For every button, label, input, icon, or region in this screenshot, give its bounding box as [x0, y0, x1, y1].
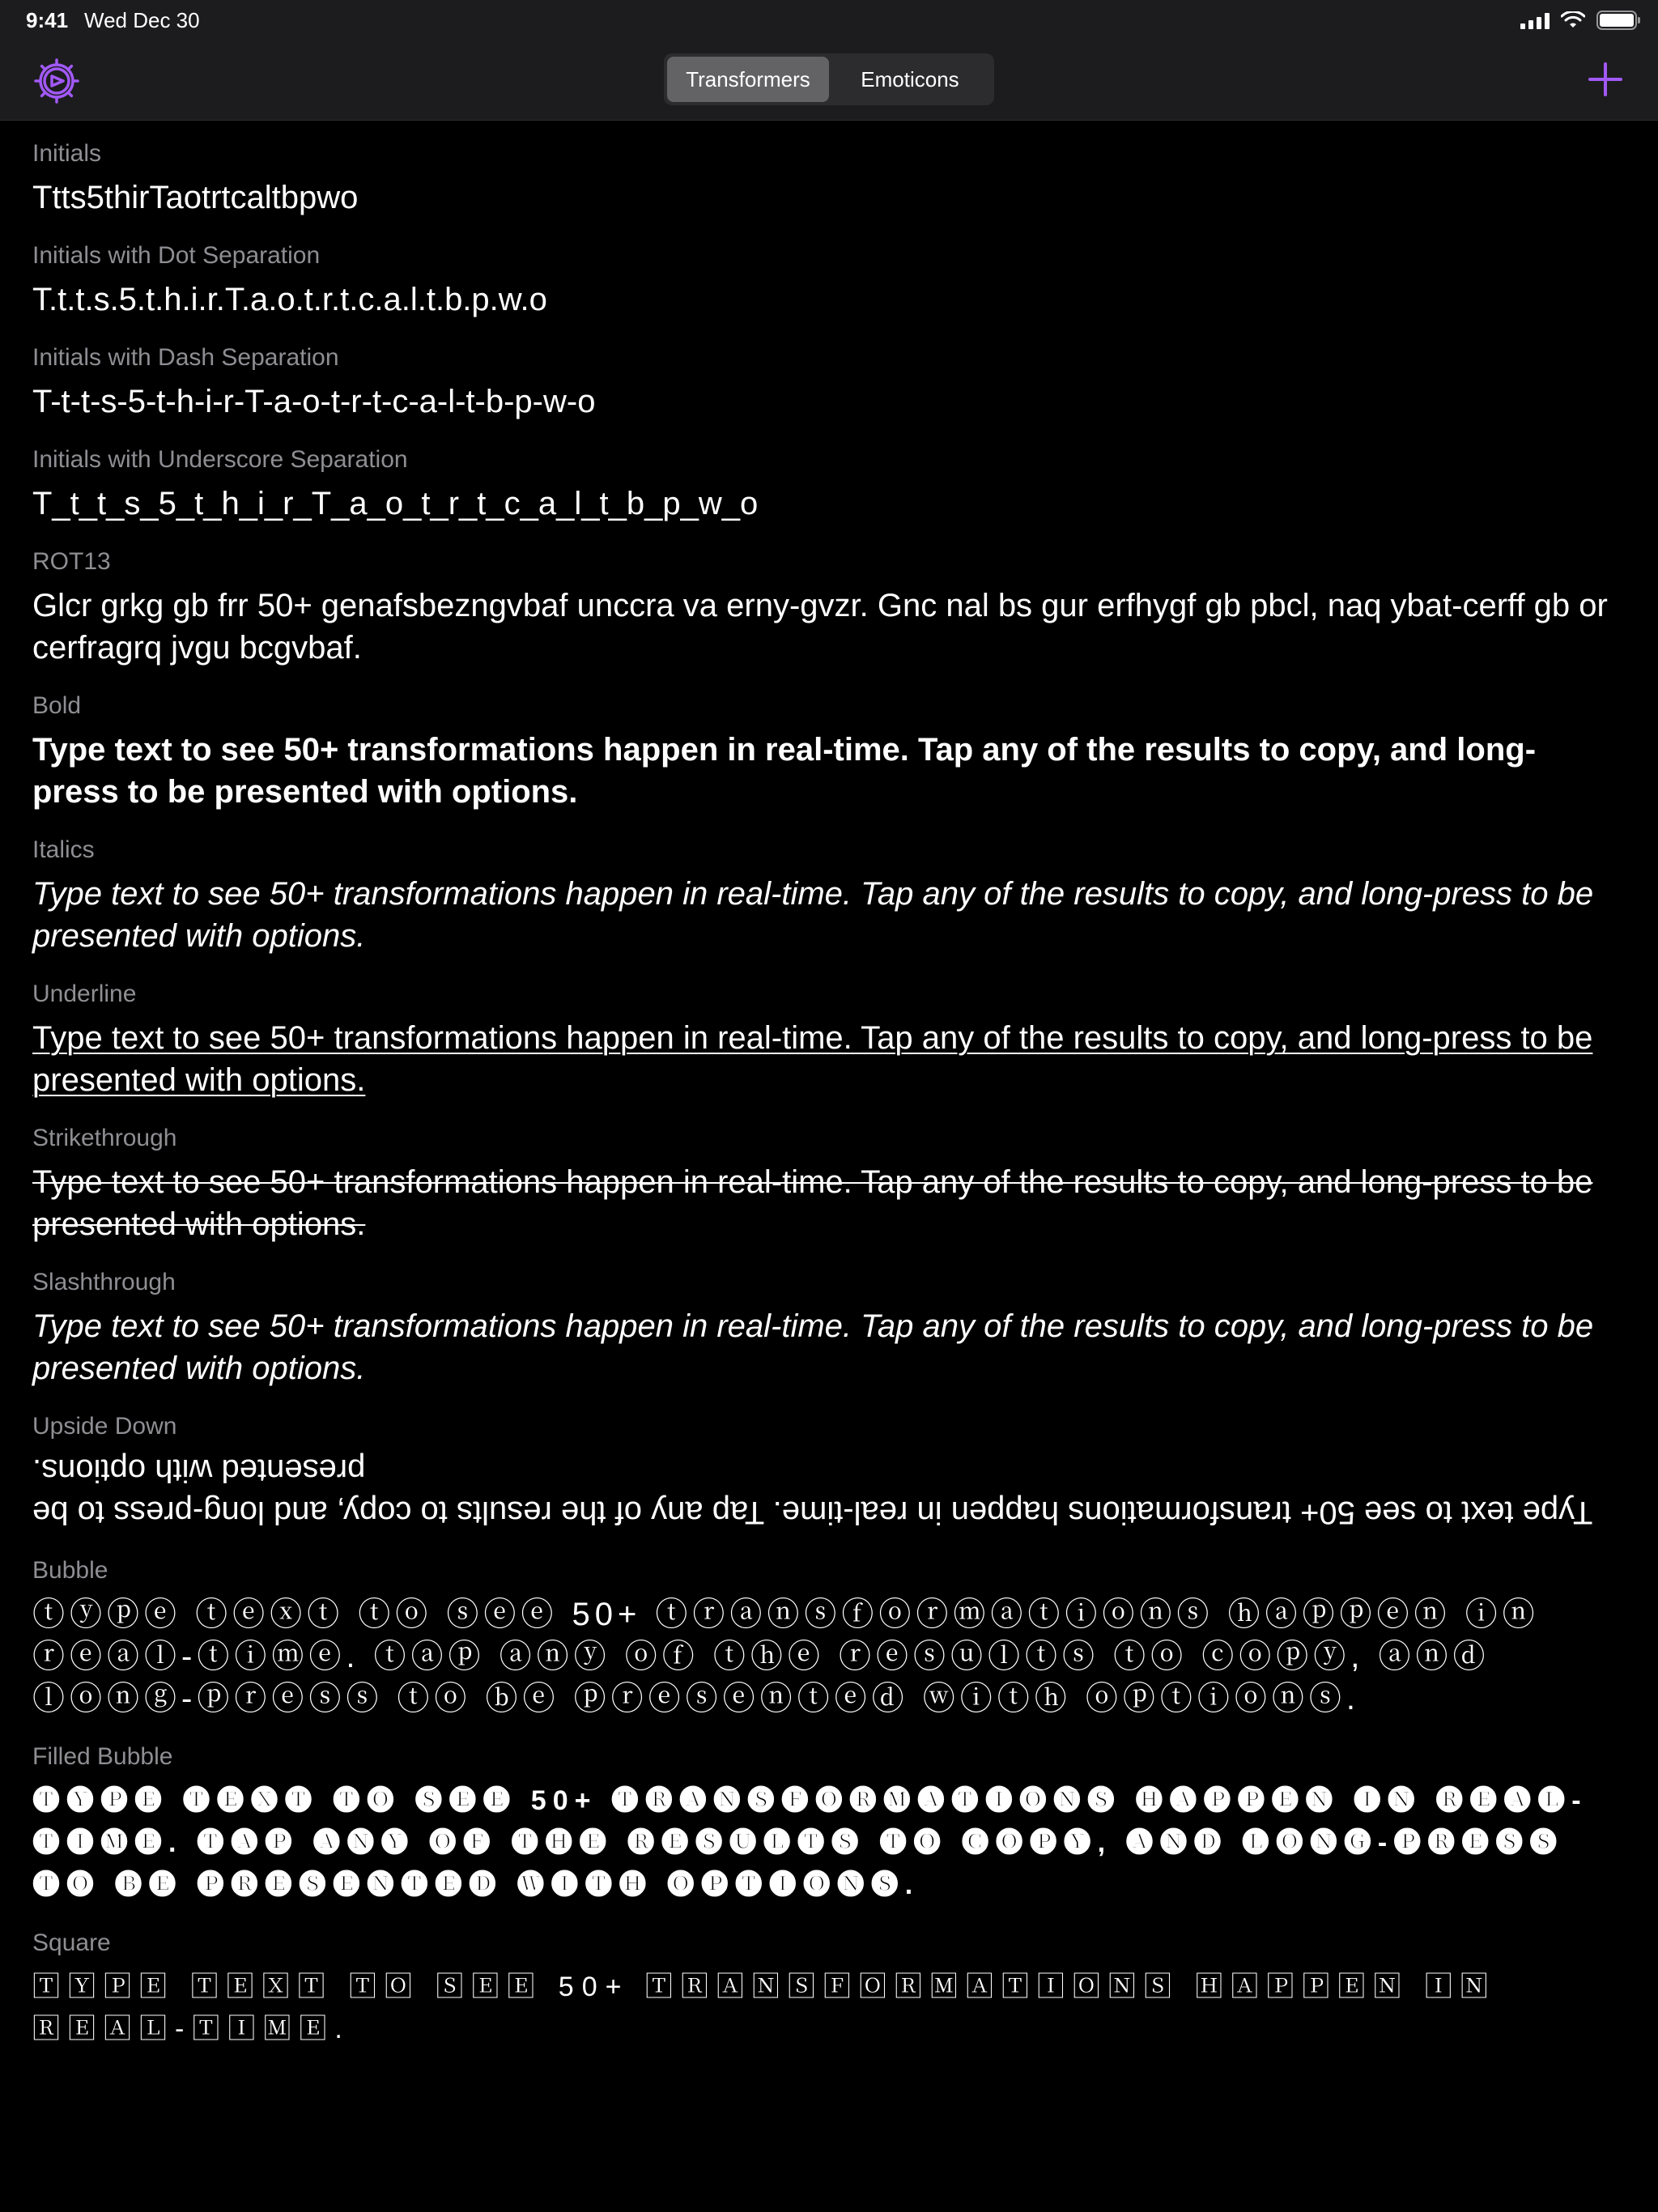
- settings-gear-icon[interactable]: [32, 57, 81, 105]
- transformer-result: Type text to see 50+ transformations happen in real-time. Tap any of the results to copy, and long-press to be presented with options.: [32, 1020, 1593, 1098]
- transformer-label: ROT13: [32, 548, 111, 575]
- transformer-label: Bold: [32, 692, 82, 719]
- transformer-result: Type text to see 50+ transformations happen in real-time. Tap any of the results to copy, and long-press to be presented with options.: [32, 732, 1537, 810]
- transformer-result: T.t.t.s.5.t.h.i.r.T.a.o.t.r.t.c.a.l.t.b.p.w.o: [32, 282, 547, 317]
- mode-segmented-control: [664, 53, 994, 105]
- navigation-bar: [0, 39, 1658, 121]
- transformer-result: Type text to see 50+ transformations happen in real-time. Tap any of the results to copy, and long-press to be presented with options.: [32, 1308, 1594, 1386]
- transformer-slashthrough[interactable]: [32, 1266, 1619, 1389]
- transformer-label: Underline: [32, 981, 137, 1007]
- transformer-list: [32, 138, 1619, 2071]
- transformer-label: Filled Bubble: [32, 1743, 173, 1770]
- transformer-label: Slashthrough: [32, 1269, 176, 1295]
- transformer-result: Glcr grkg gb frr 50+ genafsbezngvbaf unccra va erny-gvzr. Gnc nal bs gur erfhygf gb pbcl, naq ybat-cerff gb or cerfragrq jvgu bcgvbaf.: [32, 588, 1608, 666]
- transformer-result: 🅃🅈🄿🄴 🅃🄴🅇🅃 🅃🄾 🅂🄴🄴 50+ 🅃🅁🄰🄽🅂🄵🄾🅁🄼🄰🅃🄸🄾🄽🅂 🄷🄰🄿🄿🄴🄽 🄸🄽 🅁🄴🄰🄻-🅃🄸🄼🄴.: [32, 1972, 1496, 2044]
- transformer-result: Type text to see 50+ transformations happen in real-time. Tap any of the results to copy, and long-press to be presented with options.: [32, 1453, 1593, 1530]
- transformer-result: T_t_t_s_5_t_h_i_r_T_a_o_t_r_t_c_a_l_t_b_p_w_o: [32, 486, 759, 521]
- transformer-result: Type text to see 50+ transformations happen in real-time. Tap any of the results to copy, and long-press to be presented with options.: [32, 1164, 1593, 1242]
- status-date: Wed Dec 30: [84, 8, 200, 32]
- transformer-bold[interactable]: [32, 690, 1619, 813]
- transformer-label: Initials with Underscore Separation: [32, 446, 408, 473]
- transformer-italics[interactable]: [32, 834, 1619, 957]
- transformer-upside-down[interactable]: [32, 1410, 1619, 1534]
- transformer-label: Upside Down: [32, 1413, 177, 1440]
- status-bar: [0, 0, 1658, 39]
- transformer-filled-bubble[interactable]: [32, 1741, 1619, 1906]
- transformer-result: Ttts5thirTaotrtcaltbpwo: [32, 180, 359, 215]
- transformer-label: Bubble: [32, 1557, 108, 1584]
- transformer-label: Strikethrough: [32, 1125, 177, 1151]
- transformer-result: ⓣⓨⓟⓔ ⓣⓔⓧⓣ ⓣⓞ ⓢⓔⓔ 50+ ⓣⓡⓐⓝⓢⓕⓞⓡⓜⓐⓣⓘⓞⓝⓢ ⓗⓐⓟⓟⓔⓝ ⓘⓝ ⓡⓔⓐⓛ-ⓣⓘⓜⓔ. ⓣⓐⓟ ⓐⓝⓨ ⓞⓕ ⓣⓗⓔ ⓡⓔⓢⓤⓛⓣⓢ ⓣⓞ ⓒⓞⓟⓨ, ⓐⓝⓓ ⓛⓞⓝⓖ-ⓟⓡⓔⓢⓢ ⓣⓞ ⓑⓔ ⓟⓡⓔⓢⓔⓝⓣⓔⓓ ⓦⓘⓣⓗ ⓞⓟⓣⓘⓞⓝⓢ.: [32, 1597, 1540, 1716]
- transformer-result: Type text to see 50+ transformations happen in real-time. Tap any of the results to copy, and long-press to be presented with options.: [32, 876, 1594, 954]
- transformer-label: Initials with Dot Separation: [32, 242, 321, 269]
- transformer-initials-underscore[interactable]: [32, 444, 1619, 525]
- transformer-label: Initials: [32, 140, 102, 167]
- status-icons: [1520, 8, 1637, 32]
- plus-icon[interactable]: [1585, 59, 1626, 100]
- transformer-label: Italics: [32, 836, 95, 863]
- transformer-label: Initials with Dash Separation: [32, 344, 339, 371]
- transformer-label: Square: [32, 1929, 111, 1956]
- battery-icon: [1596, 11, 1637, 30]
- wifi-icon: [1561, 11, 1585, 29]
- transformer-result: 🅣🅨🅟🅔 🅣🅔🅧🅣 🅣🅞 🅢🅔🅔 50+ 🅣🅡🅐🅝🅢🅕🅞🅡🅜🅐🅣🅘🅞🅝🅢 🅗🅐🅟🅟🅔🅝 🅘🅝 🅡🅔🅐🅛-🅣🅘🅜🅔. 🅣🅐🅟 🅐🅝🅨 🅞🅕 🅣🅗🅔 🅡🅔🅢🅤🅛🅣🅢 🅣🅞 🅒🅞🅟🅨, 🅐🅝🅓 🅛🅞🅝🅖-🅟🅡🅔🅢🅢 🅣🅞 🅑🅔 🅟🅡🅔🅢🅔🅝🅣🅔🅓 🅦🅘🅣🅗 🅞🅟🅣🅘🅞🅝🅢.: [32, 1785, 1588, 1900]
- cellular-signal-icon: [1520, 11, 1550, 29]
- transformer-bubble[interactable]: [32, 1555, 1619, 1720]
- transformer-initials[interactable]: [32, 138, 1619, 219]
- transformer-rot13[interactable]: [32, 546, 1619, 669]
- transformer-strikethrough[interactable]: [32, 1122, 1619, 1245]
- transformer-result: T-t-t-s-5-t-h-i-r-T-a-o-t-r-t-c-a-l-t-b-p-w-o: [32, 384, 596, 419]
- segment-emoticons[interactable]: Emoticons: [861, 66, 959, 91]
- transformer-initials-dash[interactable]: [32, 342, 1619, 423]
- status-time: 9:41: [26, 8, 69, 32]
- transformer-square[interactable]: [32, 1927, 1619, 2050]
- transformer-initials-dot[interactable]: [32, 240, 1619, 321]
- segment-transformers[interactable]: Transformers: [667, 57, 829, 102]
- transformer-underline[interactable]: [32, 978, 1619, 1101]
